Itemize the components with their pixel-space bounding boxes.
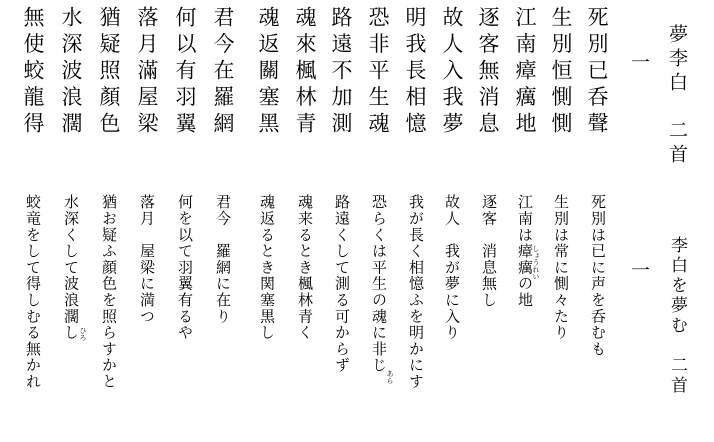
poem-line: 逐客無消息 bbox=[476, 6, 500, 139]
poem-line: 故人入我夢 bbox=[440, 6, 464, 139]
yomi-line: 蛟竜をして得しむる無かれ bbox=[24, 194, 42, 390]
yomi-line: 路遠くして測る可からず bbox=[333, 194, 351, 374]
poem-title: 夢李白 二首 bbox=[666, 24, 688, 168]
yomi-line: 我が長く相憶ふを明かにす bbox=[407, 194, 425, 390]
yomi-line: 生別は常に惻々たり bbox=[552, 194, 570, 341]
poem-number: 一 bbox=[628, 52, 650, 71]
yomi-line: 逐客 消息無し bbox=[480, 194, 498, 309]
yomi-line: 君今 羅網に在り bbox=[214, 194, 232, 325]
poem-line: 恐非平生魂 bbox=[366, 6, 390, 139]
yomi-line: 何を以て羽翼有るや bbox=[176, 194, 194, 341]
ruby-shourei: しょうれい bbox=[532, 245, 540, 280]
poem-line: 魂來楓林青 bbox=[293, 6, 317, 139]
yomi-line: 落月 屋梁に満つ bbox=[138, 194, 156, 325]
poem-line: 江南瘴癘地 bbox=[513, 6, 537, 139]
poem-line: 君今在羅網 bbox=[211, 6, 235, 139]
yomi-line: 故人 我が夢に入り bbox=[443, 194, 461, 341]
poem-line: 何以有羽翼 bbox=[173, 6, 197, 139]
poem-line: 路遠不加測 bbox=[329, 6, 353, 139]
poem-line: 生別恒惻惻 bbox=[549, 6, 573, 139]
poem-line: 無使蛟龍得 bbox=[21, 6, 45, 139]
yomi-number: 一 bbox=[628, 260, 650, 279]
yomi-line: 魂返るとき関塞黒し bbox=[258, 194, 276, 341]
yomi-line: 魂来るとき楓林青く bbox=[296, 194, 314, 341]
poem-line: 猶疑照顏色 bbox=[97, 6, 121, 139]
ruby-hiro: ひろ bbox=[79, 327, 87, 341]
poem-line: 水深波浪濶 bbox=[59, 6, 83, 139]
poem-line: 死別已呑聲 bbox=[585, 6, 609, 139]
ruby-ara: あら bbox=[386, 370, 394, 384]
yomi-line: 水深くして波浪濶し bbox=[62, 194, 80, 341]
yomi-title: 李白を夢む 二首 bbox=[667, 236, 687, 396]
poem-line: 落月滿屋梁 bbox=[135, 6, 159, 139]
yomi-line: 猶お疑ふ顔色を照らすかと bbox=[100, 194, 118, 390]
poem-line: 魂返關塞黑 bbox=[256, 6, 280, 139]
yomi-line: 江南は瘴癘の地 bbox=[516, 194, 534, 309]
yomi-line: 死別は已に声を呑むも bbox=[589, 194, 607, 357]
poem-line: 明我長相憶 bbox=[403, 6, 427, 139]
yomi-line: 恐らくは平生の魂に非じ bbox=[370, 194, 388, 374]
